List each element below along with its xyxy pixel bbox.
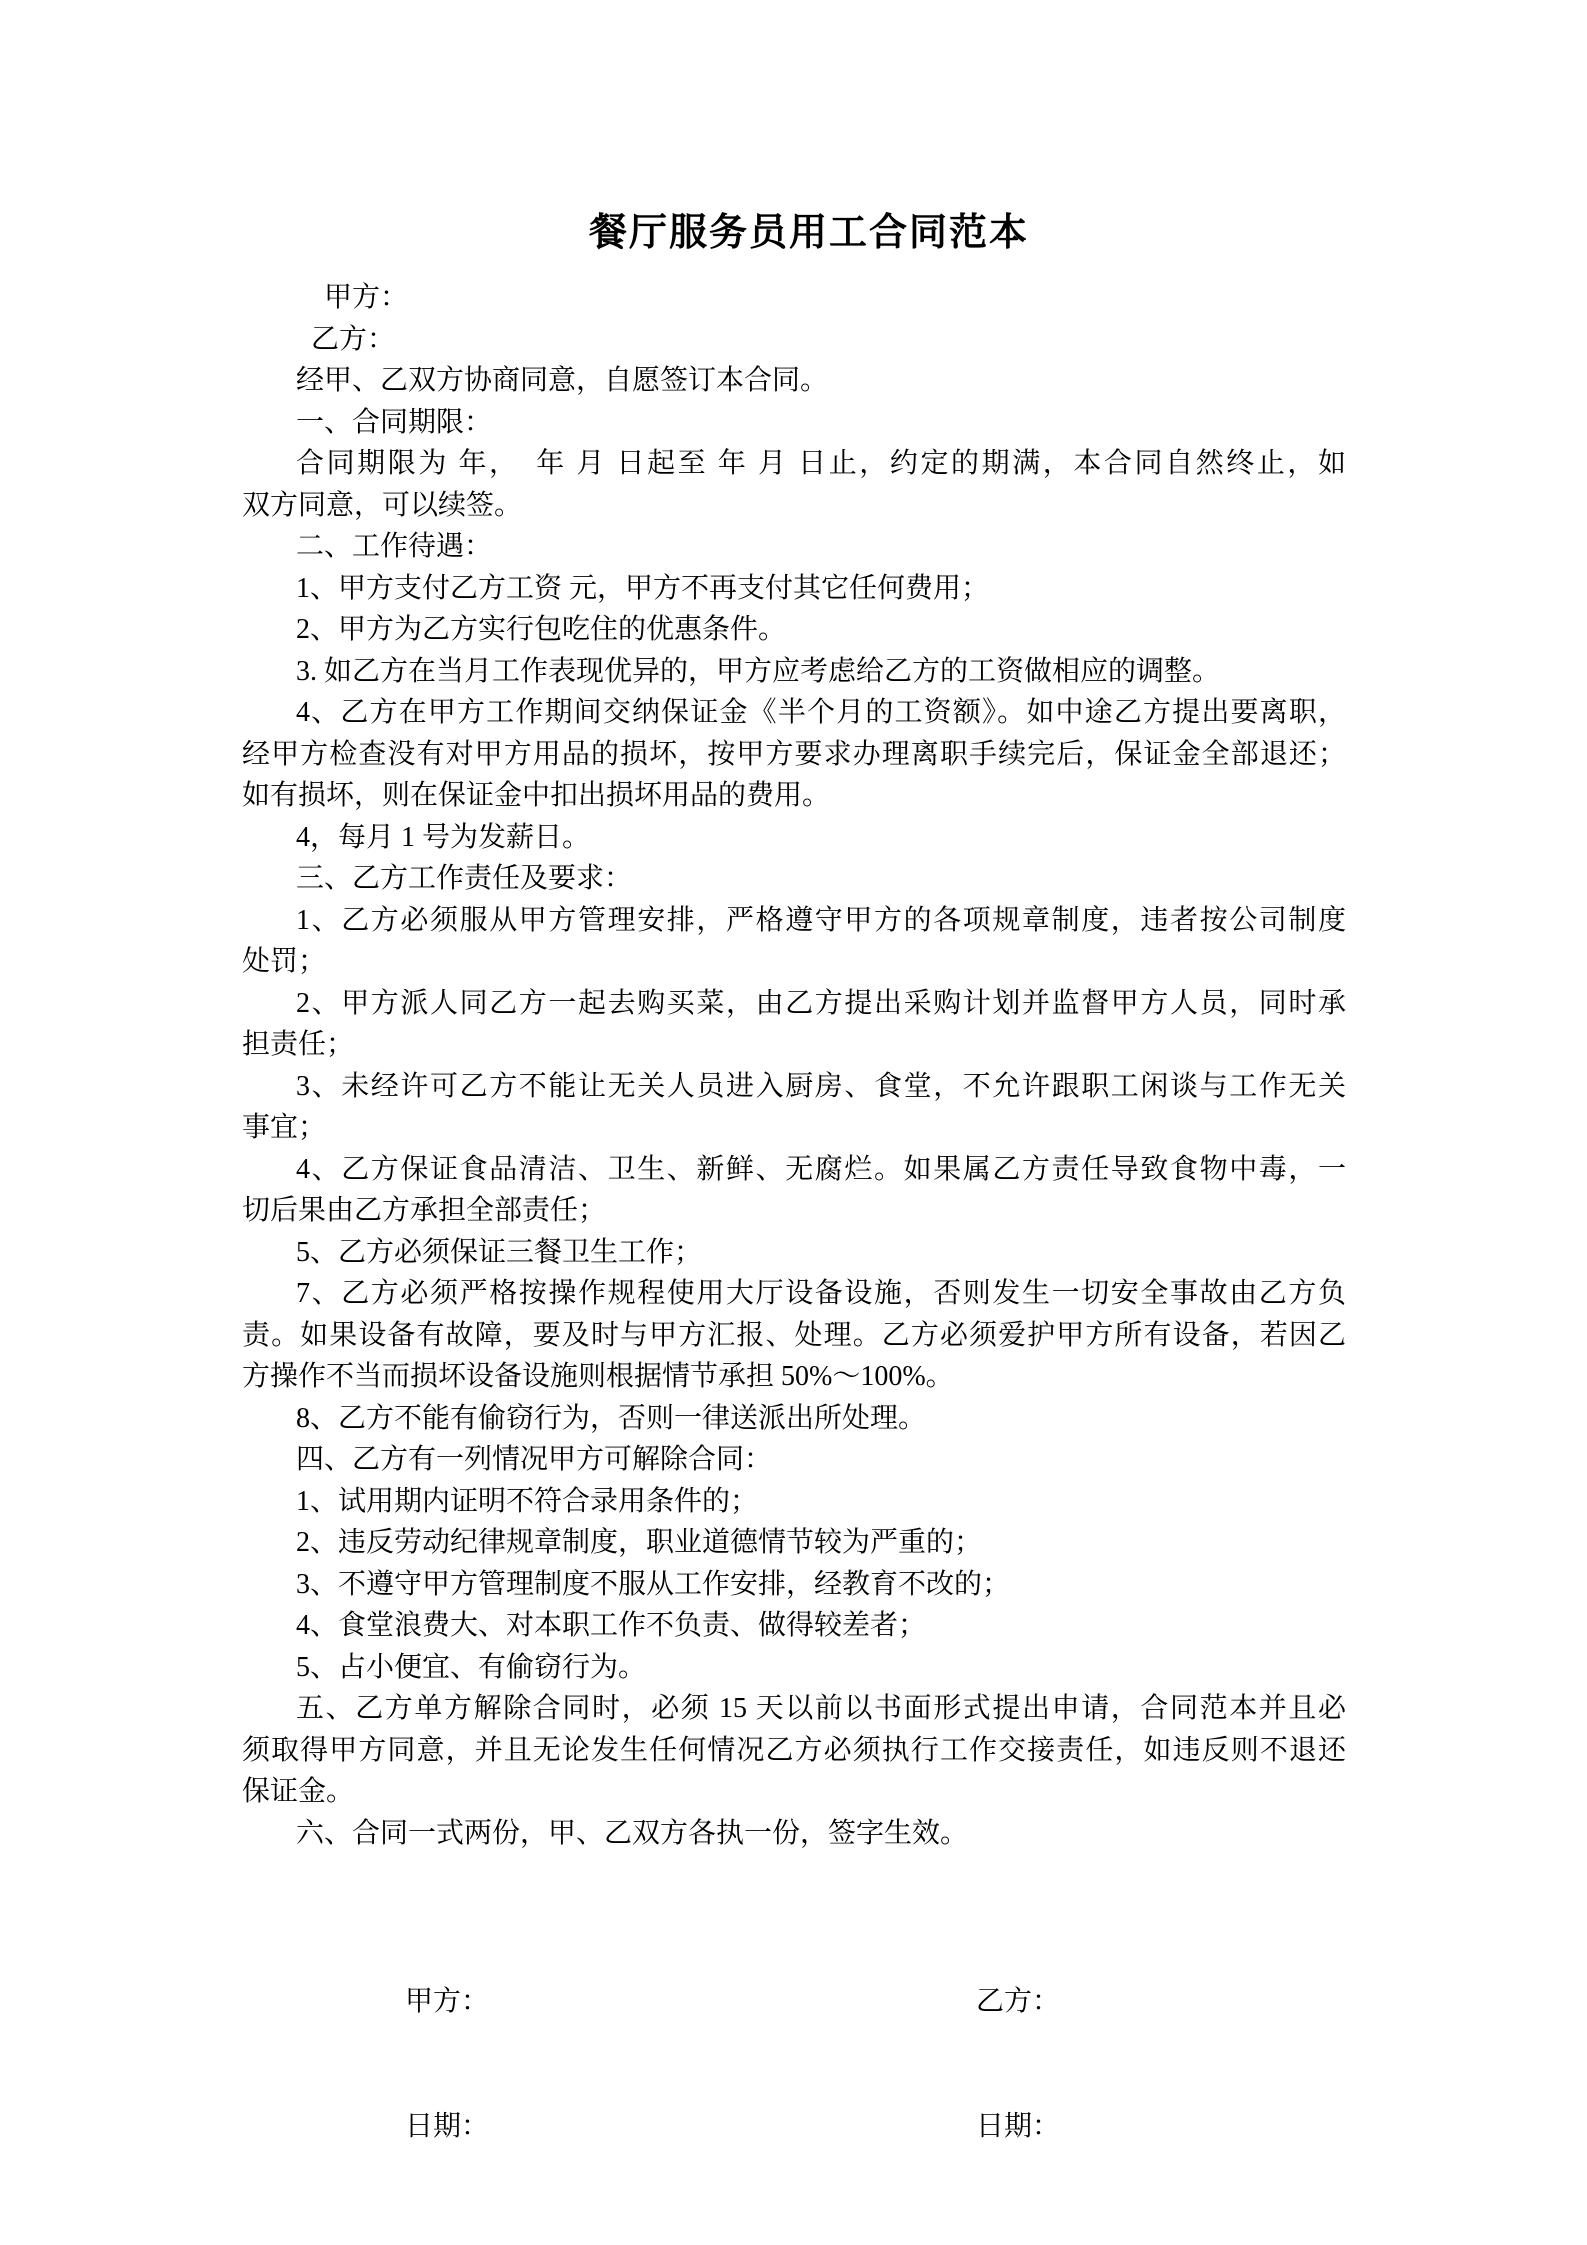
contract-line: 1、甲方支付乙方工资 元，甲方不再支付其它任何费用；: [296, 572, 990, 604]
contract-line: 方操作不当而损坏设备设施则根据情节承担 50%～100%。: [242, 1361, 954, 1392]
contract-line: 4、乙方在甲方工作期间交纳保证金《半个月的工资额》。如中途乙方提出要离职，: [296, 697, 1346, 728]
contract-line: 四、乙方有一列情况甲方可解除合同：: [296, 1444, 773, 1475]
contract-line: 5、占小便宜、有偷窃行为。: [296, 1651, 647, 1683]
contract-line: 三、乙方工作责任及要求：: [296, 863, 633, 894]
contract-line: 双方同意，可以续签。: [242, 489, 523, 521]
contract-line: 2、甲方派人同乙方一起去购买菜，由乙方提出采购计划并监督甲方人员，同时承: [296, 987, 1346, 1019]
contract-line: 合同期限为 年， 年 月 日起至 年 月 日止，约定的期满，本合同自然终止，如: [296, 448, 1346, 479]
party-a-date-label: 日期：: [405, 2110, 490, 2142]
contract-line: 2、违反劳动纪律规章制度，职业道德情节较为严重的；: [296, 1527, 983, 1558]
contract-line: 六、合同一式两份，甲、乙双方各执一份，签字生效。: [296, 1817, 969, 1849]
contract-line: 乙方：: [311, 323, 396, 355]
contract-line: 担责任；: [242, 1029, 355, 1060]
contract-line: 1、试用期内证明不符合录用条件的；: [296, 1485, 759, 1517]
contract-line: 五、乙方单方解除合同时，必须 15 天以前以书面形式提出申请，合同范本并且必: [296, 1693, 1346, 1724]
contract-line: 如有损坏，则在保证金中扣出损坏用品的费用。: [242, 780, 831, 811]
contract-line: 经甲、乙双方协商同意，自愿签订本合同。: [296, 365, 829, 396]
contract-line: 保证金。: [242, 1776, 355, 1807]
contract-line: 甲方：: [324, 282, 409, 313]
contract-line: 1、乙方必须服从甲方管理安排，严格遵守甲方的各项规章制度，违者按公司制度: [296, 904, 1346, 936]
signature-party-a: [405, 1898, 489, 2230]
document-title: 餐厅服务员用工合同范本: [588, 212, 1029, 254]
signature-party-b: [976, 1898, 1060, 2230]
contract-line: 3. 如乙方在当月工作表现优异的，甲方应考虑给乙方的工资做相应的调整。: [296, 655, 1221, 687]
party-b-date-label: 日期：: [976, 2110, 1061, 2142]
contract-line: 切后果由乙方承担全部责任；: [242, 1195, 607, 1226]
contract-line: 4、乙方保证食品清洁、卫生、新鲜、无腐烂。如果属乙方责任导致食物中毒，一: [296, 1153, 1346, 1185]
contract-line: 3、不遵守甲方管理制度不服从工作安排，经教育不改的；: [296, 1568, 1011, 1600]
contract-line: 2、甲方为乙方实行包吃住的优惠条件。: [296, 614, 787, 645]
contract-line: 二、工作待遇：: [296, 531, 493, 562]
contract-line: 4，每月 1 号为发薪日。: [296, 821, 591, 853]
party-b-sign-label: 乙方：: [976, 1986, 1061, 2017]
contract-line: 责。如果设备有故障，要及时与甲方汇报、处理。乙方必须爱护甲方所有设备，若因乙: [242, 1319, 1346, 1351]
contract-line: 一、合同期限：: [296, 406, 493, 438]
contract-body: [242, 277, 1346, 1854]
contract-line: 须取得甲方同意，并且无论发生任何情况乙方必须执行工作交接责任，如违反则不退还: [242, 1734, 1346, 1766]
contract-line: 3、未经许可乙方不能让无关人员进入厨房、食堂，不允许跟职工闲谈与工作无关: [296, 1070, 1346, 1102]
contract-line: 经甲方检查没有对甲方用品的损坏，按甲方要求办理离职手续完后，保证金全部退还；: [242, 738, 1346, 770]
party-a-sign-label: 甲方：: [405, 1986, 490, 2017]
contract-line: 处罚；: [242, 946, 327, 977]
contract-line: 8、乙方不能有偷窃行为，否则一律送派出所处理。: [296, 1402, 927, 1434]
contract-line: 5、乙方必须保证三餐卫生工作；: [296, 1236, 703, 1268]
contract-line: 4、食堂浪费大、对本职工作不负责、做得较差者；: [296, 1610, 927, 1641]
contract-line: 事宜；: [242, 1112, 327, 1143]
contract-line: 7、乙方必须严格按操作规程使用大厅设备设施，否则发生一切安全事故由乙方负: [296, 1278, 1346, 1309]
